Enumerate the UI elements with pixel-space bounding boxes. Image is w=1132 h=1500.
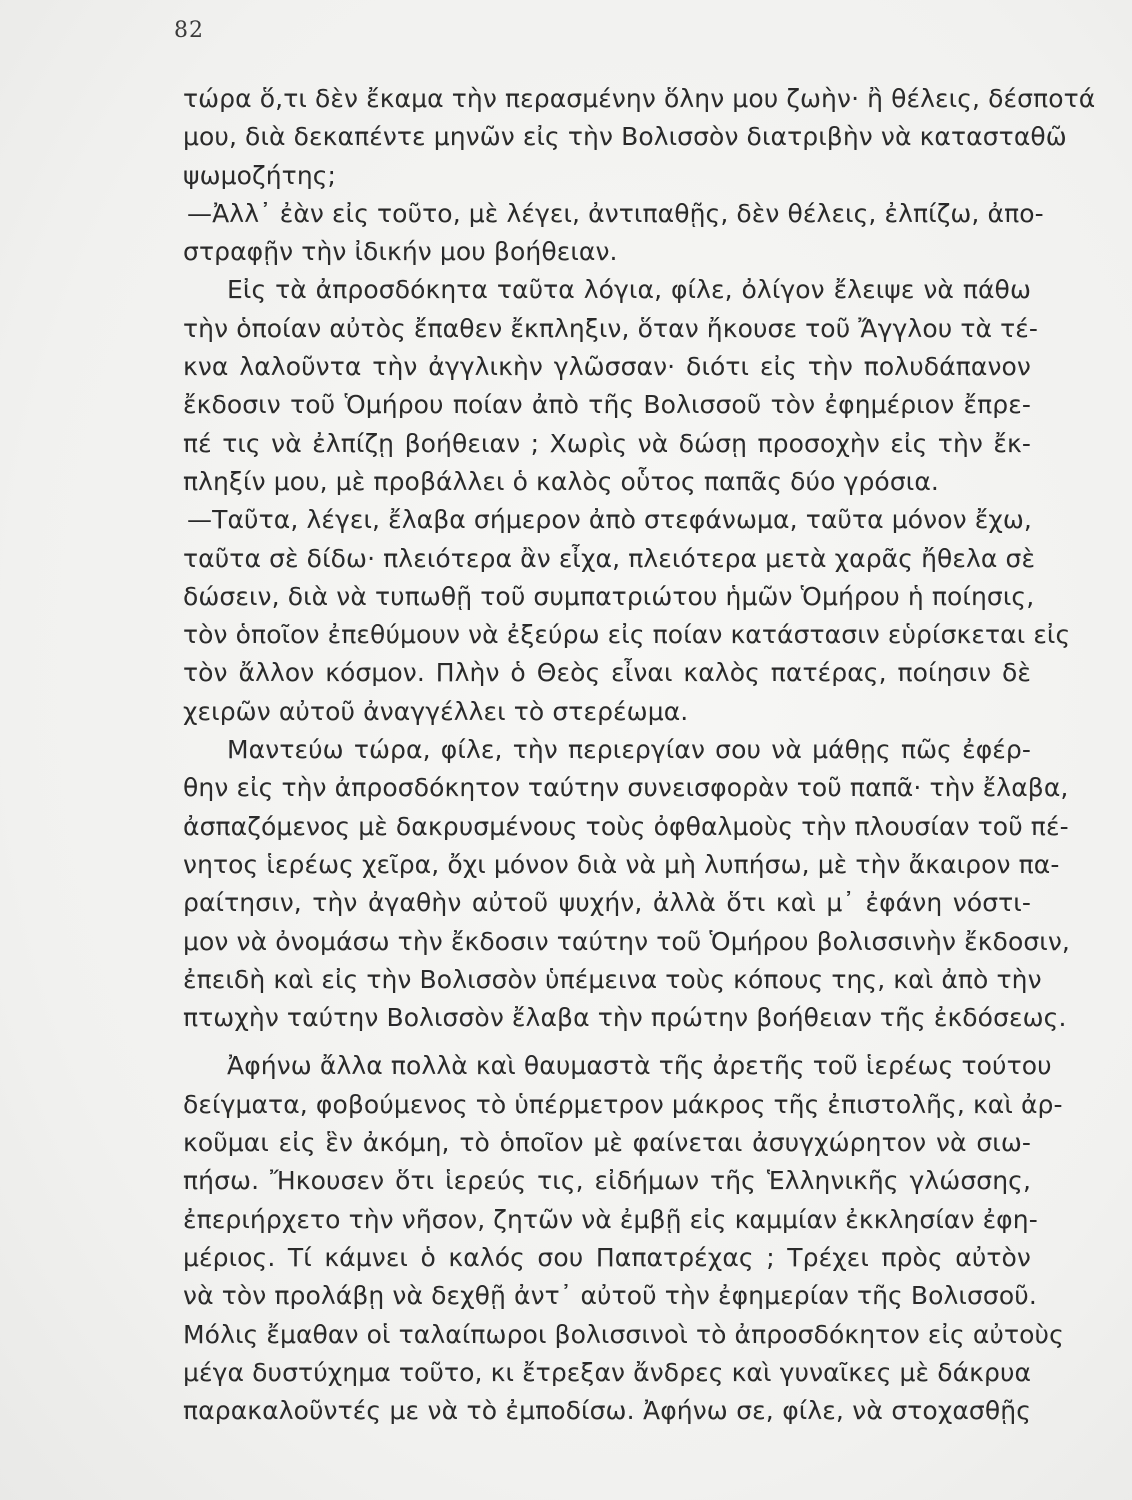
text-line: χειρῶν αὐτοῦ ἀναγγέλλει τὸ στερέωμα. [183, 696, 689, 726]
text-line: κνα λαλοῦντα τὴν ἀγγλικὴν γλῶσσαν· διότι εἰς τὴν πολυδάπανον [183, 352, 1031, 382]
text-line: τώρα ὅ,τι δὲν ἔκαμα τὴν περασμένην ὅλην μου ζωὴν· ἢ θέλεις, δέσποτά [183, 84, 1096, 113]
text-line: μον νὰ ὀνομάσω τὴν ἔκδοσιν ταύτην τοῦ Ὁμήρου βολισσινὴν ἔκδοσιν, [183, 926, 1070, 956]
text-line: Εἰς τὰ ἀπροσδόκητα ταῦτα λόγια, φίλε, ὀλίγον ἔλειψε νὰ πάθω [227, 275, 1031, 305]
text-line: —Ἀλλ᾽ ἐὰν εἰς τοῦτο, μὲ λέγει, ἀντιπαθῇς, δὲν θέλεις, ἐλπίζω, ἀπο- [187, 198, 1044, 228]
text-line: μου, διὰ δεκαπέντε μηνῶν εἰς τὴν Βολισσὸν διατριβὴν νὰ κατασταθῶ [183, 122, 1067, 152]
text-line: θην εἰς τὴν ἀπροσδόκητον ταύτην συνεισφορὰν τοῦ παπᾶ· τὴν ἔλαβα, [183, 773, 1069, 803]
text-line: —Ταῦτα, λέγει, ἔλαβα σήμερον ἀπὸ στεφάνωμα, ταῦτα μόνον ἔχω, [187, 505, 1032, 535]
paragraph-gap [183, 1037, 1031, 1047]
text-line: ἔκδοσιν τοῦ Ὁμήρου ποίαν ἀπὸ τῆς Βολισσοῦ τὸν ἐφημέριον ἔπρε- [183, 390, 1031, 420]
text-line: Μαντεύω τώρα, φίλε, τὴν περιεργίαν σου νὰ μάθῃς πῶς ἐφέρ- [227, 735, 1031, 765]
text-line: τὴν ὁποίαν αὐτὸς ἔπαθεν ἔκπληξιν, ὅταν ἤκουσε τοῦ Ἄγγλου τὰ τέ- [183, 313, 1038, 343]
text-line: ψωμοζήτης; [183, 160, 337, 190]
text-line: πέ τις νὰ ἐλπίζῃ βοήθειαν ; Χωρὶς νὰ δώσῃ προσοχὴν εἰς τὴν ἔκ- [183, 428, 1031, 458]
text-line: Ἀφήνω ἄλλα πολλὰ καὶ θαυμαστὰ τῆς ἀρετῆς τοῦ ἱερέως τούτου [227, 1051, 1052, 1081]
text-line: ἐπειδὴ καὶ εἰς τὴν Βολισσὸν ὑπέμεινα τοὺς κόπους της, καὶ ἀπὸ τὴν [183, 964, 1042, 994]
text-line: Μόλις ἔμαθαν οἱ ταλαίπωροι βολισσινοὶ τὸ ἀπροσδόκητον εἰς αὐτοὺς [183, 1319, 1064, 1349]
text-line: δείγματα, φοβούμενος τὸ ὑπέρμετρον μάκρος τῆς ἐπιστολῆς, καὶ ἀρ- [183, 1089, 1063, 1119]
text-line: κοῦμαι εἰς ἓν ἀκόμη, τὸ ὁποῖον μὲ φαίνεται ἀσυγχώρητον νὰ σιω- [183, 1128, 1031, 1158]
text-line: ραίτησιν, τὴν ἀγαθὴν αὐτοῦ ψυχήν, ἀλλὰ ὅτι καὶ μ᾽ ἐφάνη νόστι- [183, 888, 1031, 918]
text-line: νητος ἱερέως χεῖρα, ὄχι μόνον διὰ νὰ μὴ λυπήσω, μὲ τὴν ἄκαιρον πα- [183, 849, 1060, 879]
text-line: στραφῇν τὴν ἰδικήν μου βοήθειαν. [183, 237, 618, 267]
text-line: ἀσπαζόμενος μὲ δακρυσμένους τοὺς ὀφθαλμοὺς τὴν πλουσίαν τοῦ πέ- [183, 811, 1069, 841]
text-line: πήσω. Ἤκουσεν ὅτι ἱερεύς τις, εἰδήμων τῆς Ἑλληνικῆς γλώσσης, [183, 1166, 1031, 1196]
text-line: πτωχὴν ταύτην Βολισσὸν ἔλαβα τὴν πρώτην βοήθειαν τῆς ἐκδόσεως. [183, 1003, 1067, 1033]
text-line: τὸν ὁποῖον ἐπεθύμουν νὰ ἐξεύρω εἰς ποίαν κατάστασιν εὑρίσκεται εἰς [183, 620, 1071, 650]
text-line: ταῦτα σὲ δίδω· πλειότερα ἂν εἶχα, πλειότερα μετὰ χαρᾶς ἤθελα σὲ [183, 543, 1036, 573]
page-number: 82 [174, 18, 204, 43]
text-line: ἐπεριήρχετο τὴν νῆσον, ζητῶν νὰ ἐμβῇ εἰς καμμίαν ἐκκλησίαν ἐφη- [183, 1204, 1038, 1234]
text-line: μέγα δυστύχημα τοῦτο, κι ἔτρεξαν ἄνδρες καὶ γυναῖκες μὲ δάκρυα [183, 1357, 1032, 1387]
text-line: δώσειν, διὰ νὰ τυπωθῇ τοῦ συμπατριώτου ἡμῶν Ὁμήρου ἡ ποίησις, [183, 581, 1035, 611]
text-line: νὰ τὸν προλάβῃ νὰ δεχθῇ ἀντ᾽ αὐτοῦ τὴν ἐφημερίαν τῆς Βολισσοῦ. [183, 1281, 1037, 1311]
text-line: μέριος. Τί κάμνει ὁ καλός σου Παπατρέχας ; Τρέχει πρὸς αὐτὸν [183, 1242, 1031, 1272]
body-text [183, 80, 1096, 1430]
text-line: παρακαλοῦντές με νὰ τὸ ἐμποδίσω. Ἀφήνω σε, φίλε, νὰ στοχασθῇς [183, 1396, 1031, 1426]
text-line: τὸν ἄλλον κόσμον. Πλὴν ὁ Θεὸς εἶναι καλὸς πατέρας, ποίησιν δὲ [183, 658, 1031, 688]
text-line: πληξίν μου, μὲ προβάλλει ὁ καλὸς οὗτος παπᾶς δύο γρόσια. [183, 466, 939, 496]
